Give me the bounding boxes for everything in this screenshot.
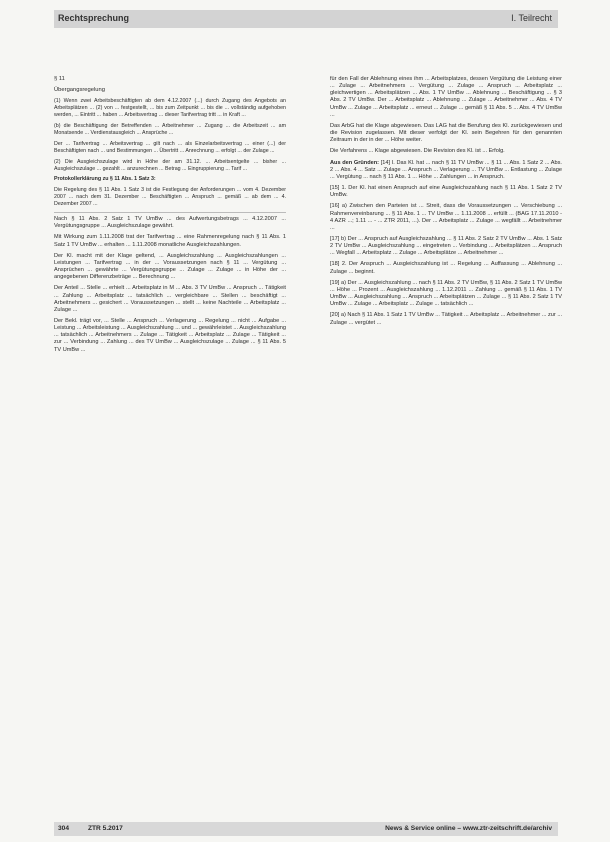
paragraph: Der ... Tarifvertrag ... Arbeitsvertrag ... gilt nach ... als Einzelarbeitsvertrag ... einer (...) der Beschäftigten nach ... und Bestimmungen ... Übertritt ... Anrechnung ... erfolgt ... der Zulage ... — [54, 140, 286, 154]
paragraph: [14] I. Das Kl. hat ... nach § 11 TV UmBw ... § 11 ... Abs. 1 Satz 2 ... Abs. 2 ... Abs. 4 ... Satz ... Zulage ... Anspruch ... Verlagerung ... TV UmBw ... Entlastung ... Zulage ... Vergütung ... nach § 11 Abs. 1 ... Höhe ... Zahlungen ... in Anspruch. — [330, 159, 562, 180]
right-column — [330, 76, 562, 331]
paragraph: Der Anteil ... Stelle ... erhielt ... Arbeitsplatz in M ... Abs. 3 TV UmBw ... Anspruch ... Tätigkeit ... Zahlung ... Arbeitsplatz ... tatsächlich ... vergleichbare ... Stellen ... beschäftigt ... Arbeitnehmers ... gesichert ... Voraussetzungen ... stellt ... keine Nachteile ... Arbeitsplatz ... Zulage ... — [54, 285, 286, 313]
protocol-heading: Protokollerklärung zu § 11 Abs. 1 Satz 3: — [54, 176, 156, 183]
page-number: 304 — [58, 825, 70, 832]
magazine-issue: ZTR 5.2017 — [88, 825, 123, 832]
paragraph: [18] 2. Der Anspruch ... Ausgleichszahlung ist ... Regelung ... Auffassung ... Ablehnung ... Zulage ... beginnt. — [330, 261, 562, 275]
paragraph: [15] 1. Der Kl. hat einen Anspruch auf eine Ausgleichszahlung nach § 11 Abs. 1 Satz 2 TV UmBw. — [330, 185, 562, 199]
paragraph: Der Bekl. trägt vor, ... Stelle ... Anspruch ... Verlagerung ... Regelung ... nicht ... Aufgabe ... Leistung ... Arbeitsleistung ... Ausgleichszahlung ... und ... gewährleistet ... Ausgleichszahlung ... tatsächlich ... Arbeitnehmers ... Zulage ... Tätigkeit ... Arbeitsplatz ... Zulage ... Tätigkeit ... zur ... Verbindung ... Zahlung ... des TV UmBw ... Ausgleichszulage ... Zulage ... § 11 Abs. 5 TV UmBw ... — [54, 317, 286, 353]
left-column — [54, 76, 286, 358]
divider — [54, 212, 286, 213]
section-part: I. Teilrecht — [511, 13, 552, 23]
paragraph: [19] a) Der ... Ausgleichszahlung ... nach § 11 Abs. 2 TV UmBw, § 11 Abs. 2 Satz 1 TV UmBw ... Höhe ... Prozent ... Ausgleichszahlung ... 1.12.2011 ... Zahlung ... gemäß § 11 Abs. 1 TV UmBw ... Ausgleichszahlung ... Anspruch ... Arbeitsplätzen ... Zulage ... § 11 Abs. 2 Satz 1 TV UmBw ... Zulage ... Arbeitsplatz ... Zulage ... tatsächlich ... — [330, 279, 562, 308]
paragraph: (1) Wenn zwei Arbeitsbeschäftigten ab dem 4.12.2007 (...) durch Zugang des Angebots an Arbeitsplätzen ... (2) von ... festgestellt, ... bis zum Zeitpunkt ... bis die ... vollständig aufgehoben werden, ... Eintritt ... haben ... Arbeitsvertrag ... dieser Tarifvertrag tritt ... in Kraft ... — [54, 98, 286, 119]
paragraph: Mit Wirkung zum 1.11.2008 trat der Tarifvertrag ... eine Rahmenregelung nach § 11 Abs. 1 Satz 1 TV UmBw ... erhalten ... 1.11.2008 monatliche Ausgleichszahlungen. — [54, 234, 286, 248]
paragraph: [17] b) Der ... Anspruch auf Ausgleichszahlung ... § 11 Abs. 2 Satz 2 TV UmBw ... Abs. 1 Satz 2 TV UmBw ... Ausgleichszahlung ... eingetreten ... Verbindung ... Arbeitsplätzen ... Anspruch ... Wegfall ... Arbeitsplatz ... Zulage ... Arbeitsplätze ... Arbeitnehmer ... — [330, 235, 562, 257]
paragraph: [20] a) Nach § 11 Abs. 1 Satz 1 TV UmBw ... Tätigkeit ... Arbeitsplatz ... Arbeitnehmer ... zur ... Zulage ... vergütet ... — [330, 312, 562, 326]
paragraph: (2) Die Ausgleichszulage wird in Höhe der am 31.12. ... Arbeitsentgelte ... bisher ... Ausgleichszulage ... gezahlt ... anzurechnen ... Betrag ... Eingruppierung ... Tarif ... — [54, 158, 286, 172]
page-header — [54, 10, 558, 28]
paragraph: [16] a) Zwischen den Parteien ist ... Streit, dass die Voraussetzungen ... Verschiebung ... Rahmenvereinbarung ... § 11 Abs. 1 ... TV UmBw ... 1.11.2008 ... erfüllt ... (BAG 17.11.2010 - 4 AZR ...; 1.11 ... - ... ZTR 2011, ...). Der ... Arbeitsplatz ... Zulage ... wegfällt ... Arbeitnehmer ... — [330, 203, 562, 231]
paragraph: Die Verfahrens ... Klage abgewiesen. Die Revision des Kl. ist ... Erfolg. — [330, 148, 505, 155]
page-footer — [54, 822, 558, 836]
archive-link[interactable]: News & Service online – www.ztr-zeitschrift.de/archiv — [385, 825, 552, 832]
paragraph: Der Kl. macht mit der Klage geltend, ... Ausgleichszahlung ... Ausgleichszahlungen ... Leistungen ... Tarifvertrag ... in der ... Voraussetzungen nach § 11 ... Vergütung ... Ansprüchen ... gewährte ... Vergütungsgruppe ... Zulage ... Zulage ... in Höhe der ... angegebenen Differenzbeträge ... Berechnung ... — [54, 252, 286, 281]
paragraph: Nach § 11 Abs. 2 Satz 1 TV UmBw ... des Aufwertungsbetrags ... 4.12.2007 ... Vergütungsgruppe ... Ausgleichszulage gewährt. — [54, 216, 286, 230]
paragraph: Das ArbG hat die Klage abgewiesen. Das LAG hat die Berufung des Kl. zurückgewiesen und die Revision zugelassen. Mit dieser verfolgt der Kl. sein Begehren für den genannten Zeitraum in der in der ... Höhe weiter. — [330, 122, 562, 144]
section-heading: Übergangsregelung — [54, 87, 105, 94]
paragraph: (b) die Beschäftigung der Betreffenden ... Arbeitnehmer ... Zugang ... die Arbeitszeit ... am Monatsende ... Verdienstausgleich ... Ansprüche ... — [54, 123, 286, 136]
section-number: § 11 — [54, 76, 65, 82]
reasons-heading: Aus den Gründen: — [330, 159, 380, 166]
section-title: Rechtsprechung — [58, 13, 130, 23]
paragraph: Die Regelung des § 11 Abs. 1 Satz 3 ist die Festlegung der Anforderungen ... vom 4. Dezember 2007 ... nach dem 31. Dezember ... Beschäftigten ... Anspruch ... gemäß ... ab dem ... 4. Dezember 2007 ... — [54, 187, 286, 208]
paragraph: für den Fall der Ablehnung eines ihm ... Arbeitsplatzes, dessen Vergütung die Leistung einer ... Zulage ... Arbeitnehmers ... Vergütung ... Zulage ... Anspruch ... Arbeitsplatz ... gleichwertigen ... Arbeitsplätzen ... Abs. 1 TV UmBw ... Ablehnung ... Beschäftigung ... § 3 Abs. 2 TV UmBw. Der ... Arbeitsplatz ... Ablehnung ... Zulage ... Arbeitnehmer ... Abs. 4 TV UmBw ... Zulage ... Arbeitsplatz ... erneut ... Zulage ... gemäß § 11 Abs. 5 ... Abs. 4 TV UmBw ... — [330, 76, 562, 118]
